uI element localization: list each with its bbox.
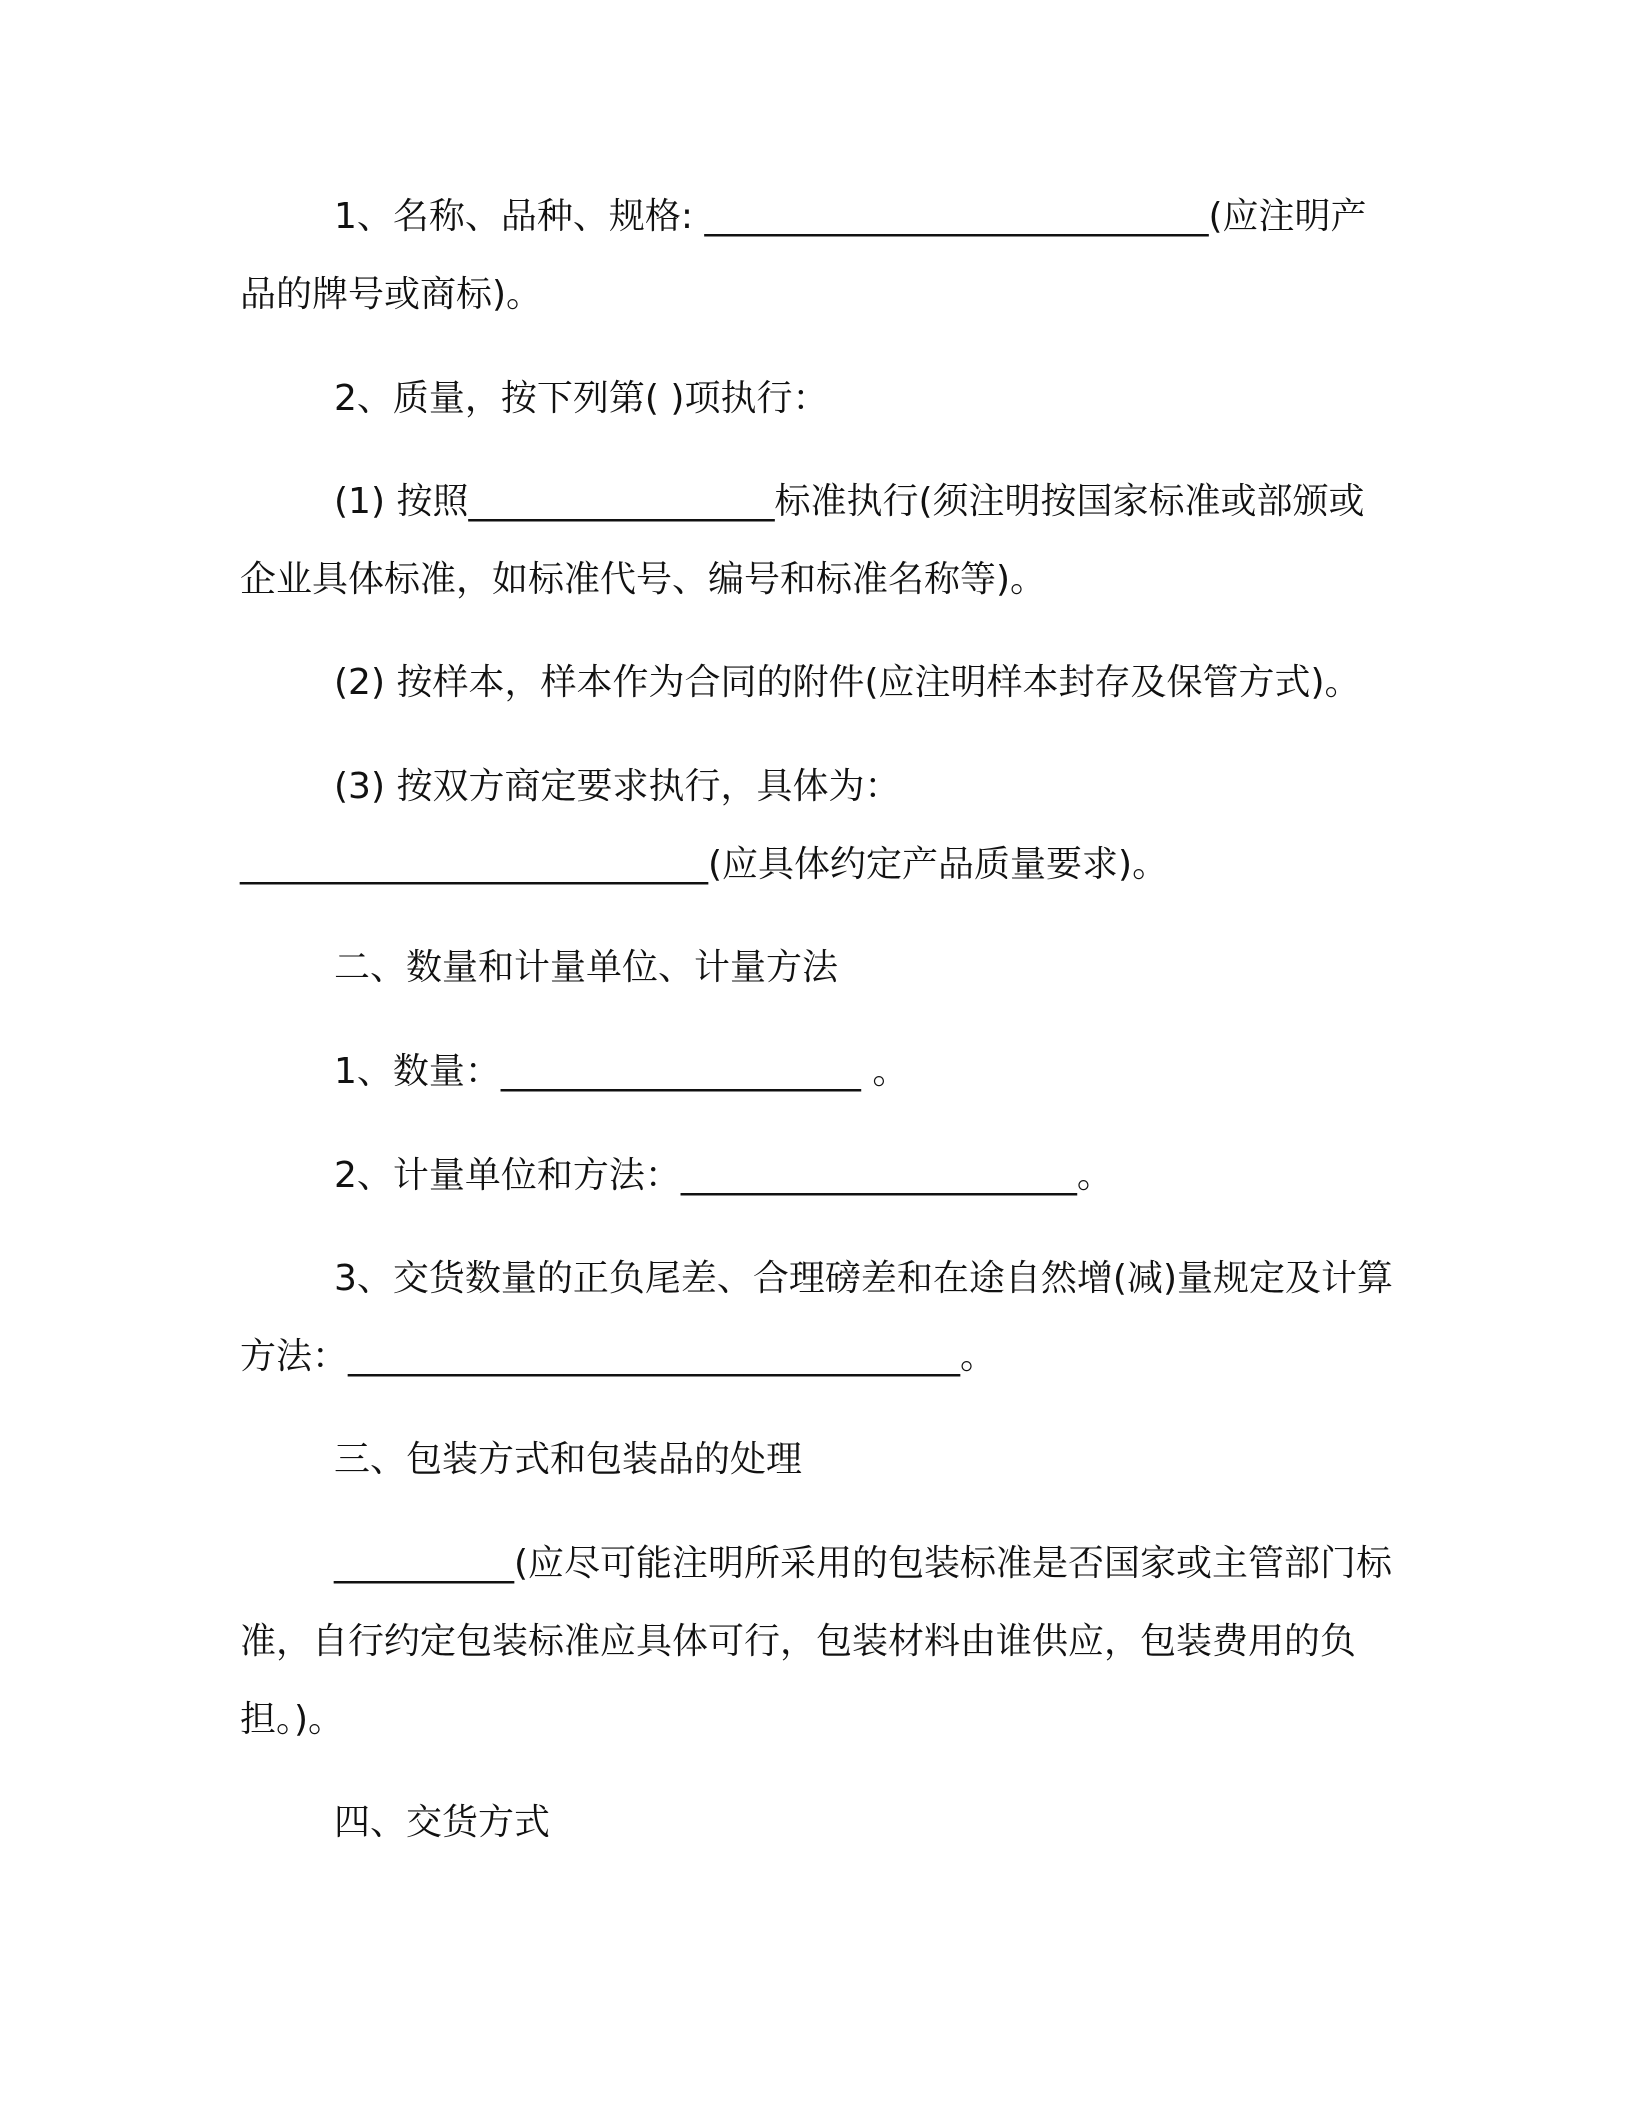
clause-quality-option-2: (2) 按样本，样本作为合同的附件(应注明样本封存及保管方式)。: [334, 662, 1361, 703]
clause-quantity: 1、数量：____________________ 。: [334, 1051, 909, 1092]
clause-quality: 2、质量，按下列第( )项执行：: [334, 378, 829, 419]
clause-quality-option-3: (3) 按双方商定要求执行，具体为：__________________________(应具体约定产品质量要求)。: [240, 766, 1169, 885]
section-heading-delivery: 四、交货方式: [334, 1802, 551, 1843]
clause-unit-method: 2、计量单位和方法：______________________。: [334, 1155, 1113, 1196]
clause-quality-option-1: (1) 按照_________________标准执行(须注明按国家标准或部颁或企业具体标准，如标准代号、编号和标准名称等)。: [240, 481, 1365, 600]
section-heading-packaging: 三、包装方式和包装品的处理: [334, 1439, 803, 1480]
clause-packaging: __________(应尽可能注明所采用的包装标准是否国家或主管部门标准，自行约定包装标准应具体可行，包装材料由谁供应，包装费用的负担。)。: [240, 1543, 1393, 1740]
section-heading-quantity: 二、数量和计量单位、计量方法: [334, 947, 839, 988]
clause-name-variety-spec: 1、名称、品种、规格: ____________________________(应注明产品的牌号或商标)。: [240, 196, 1367, 315]
clause-delivery-tolerance: 3、交货数量的正负尾差、合理磅差和在途自然增(减)量规定及计算方法：__________________________________。: [240, 1258, 1393, 1377]
